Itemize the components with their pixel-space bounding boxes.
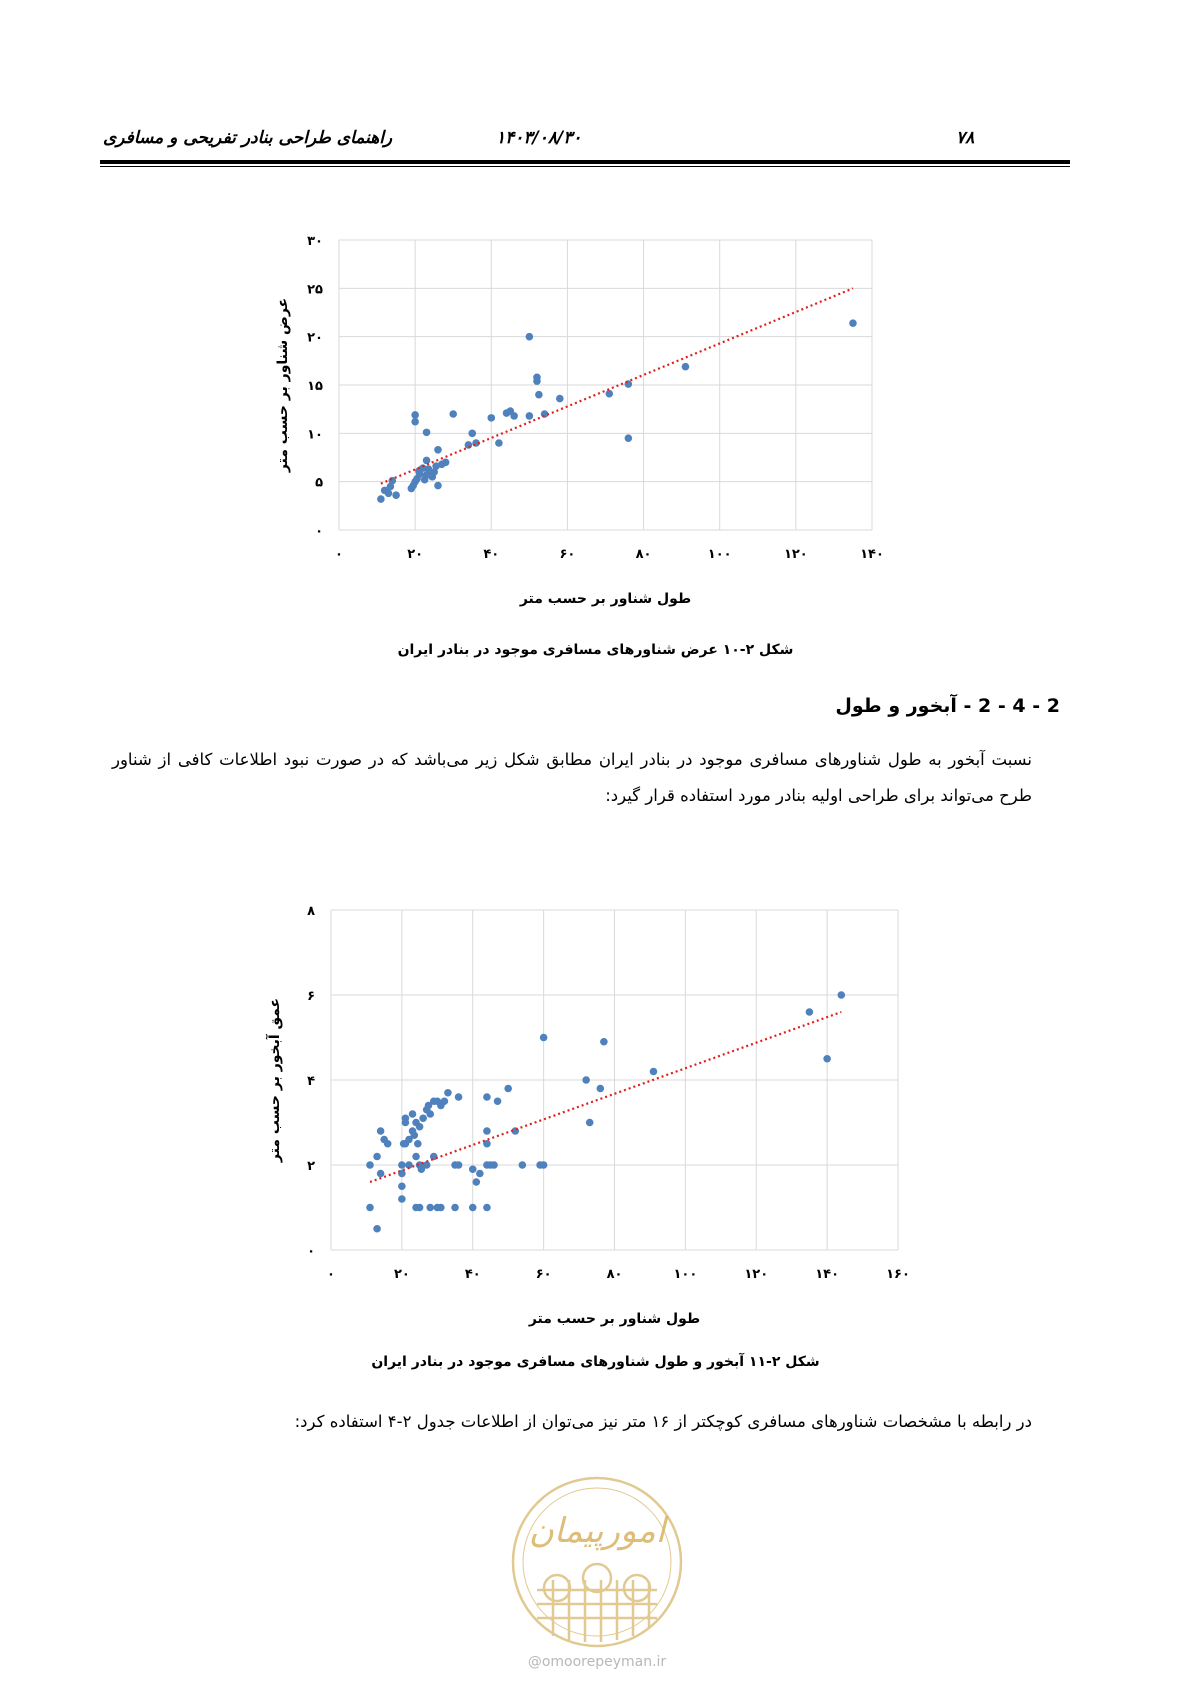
data-point xyxy=(806,1008,814,1016)
data-point xyxy=(625,434,633,442)
y-tick-label: ۱۰ xyxy=(307,427,323,443)
x-tick-label: ۲۰ xyxy=(393,1267,410,1282)
data-point xyxy=(398,1182,406,1190)
data-point xyxy=(600,1038,608,1046)
x-tick-label: ۱۰۰ xyxy=(707,547,732,562)
data-point xyxy=(412,1153,420,1161)
data-point xyxy=(384,1140,392,1148)
data-point xyxy=(468,430,476,438)
data-point xyxy=(385,489,393,497)
data-point xyxy=(849,319,857,327)
data-point xyxy=(682,363,690,371)
data-point xyxy=(444,1089,452,1097)
y-tick-label: ۲۵ xyxy=(307,282,323,298)
data-point xyxy=(483,1204,491,1212)
data-point xyxy=(366,1204,374,1212)
x-tick-label: ۸۰ xyxy=(606,1267,623,1282)
y-tick-label: ۰ xyxy=(315,524,323,539)
data-point xyxy=(426,1204,434,1212)
figure2-caption: شکل ۲-۱۱ آبخور و طول شناورهای مسافری موجود در بنادر ایران xyxy=(371,1354,820,1370)
data-point xyxy=(377,1127,385,1135)
data-point xyxy=(437,1204,445,1212)
data-point xyxy=(540,1034,548,1042)
data-point xyxy=(377,495,385,503)
figure1-caption: شکل ۲-۱۰ عرض شناورهای مسافری موجود در بنادر ایران xyxy=(397,642,794,658)
header-date: ۱۴۰۳/۰۸/۳۰ xyxy=(496,128,582,148)
data-point xyxy=(606,390,614,398)
trend-line xyxy=(370,1012,841,1182)
y-tick-label: ۲۰ xyxy=(307,330,323,346)
x-tick-label: ۱۲۰ xyxy=(744,1267,769,1282)
y-tick-label: ۳۰ xyxy=(307,234,323,249)
y-tick-label: ۵ xyxy=(315,475,323,491)
data-point xyxy=(582,1076,590,1084)
data-point xyxy=(366,1161,374,1169)
data-point xyxy=(423,429,431,437)
data-point xyxy=(476,1170,484,1178)
y-tick-label: ۱۵ xyxy=(307,379,323,394)
watermark-logo-text: امورپیمان xyxy=(528,1511,666,1551)
data-point xyxy=(416,1123,424,1131)
y-axis-title: عرض شناور بر حسب متر xyxy=(275,297,291,473)
data-point xyxy=(487,414,495,422)
data-point xyxy=(490,1161,498,1169)
data-point xyxy=(526,412,534,420)
data-point xyxy=(414,1140,422,1148)
data-point xyxy=(526,333,534,341)
x-tick-label: ۰ xyxy=(327,1267,335,1282)
data-point xyxy=(434,446,442,454)
trend-line xyxy=(381,288,853,483)
data-point xyxy=(398,1195,406,1203)
data-point xyxy=(392,491,400,499)
data-point xyxy=(410,1131,418,1139)
paragraph-draft-length: نسبت آبخور به طول شناورهای مسافری موجود در بنادر ایران مطابق شکل زیر می‌باشد که در صورت نبود اطلاعات کافی از شناور طرح می‌تواند برای طراحی اولیه بنادر مورد استفاده قرار گیرد: xyxy=(112,750,1032,805)
data-point xyxy=(504,1085,512,1093)
data-point xyxy=(377,1170,385,1178)
draft-vs-length-chart xyxy=(0,890,1191,1327)
data-point xyxy=(411,418,419,426)
y-axis-title: عمق آبخور بر حسب متر xyxy=(267,997,283,1163)
data-point xyxy=(483,1127,491,1135)
data-point xyxy=(469,1165,477,1173)
y-tick-label: ۴ xyxy=(307,1074,315,1089)
width-vs-length-chart xyxy=(0,210,1191,610)
page-number: ۷۸ xyxy=(956,128,975,148)
data-point xyxy=(449,410,457,418)
x-tick-label: ۰ xyxy=(335,547,343,562)
x-tick-label: ۶۰ xyxy=(535,1267,552,1282)
watermark-logo xyxy=(497,1470,697,1674)
data-point xyxy=(416,1204,424,1212)
data-point xyxy=(535,391,543,399)
data-point xyxy=(556,395,564,403)
data-point xyxy=(455,1093,463,1101)
data-point xyxy=(434,482,442,490)
data-point xyxy=(495,439,503,447)
data-point xyxy=(373,1225,381,1233)
data-point xyxy=(455,1161,463,1169)
x-tick-label: ۱۰۰ xyxy=(673,1267,698,1282)
data-point xyxy=(441,1097,449,1105)
y-tick-label: ۲ xyxy=(307,1159,315,1174)
x-tick-label: ۴۰ xyxy=(483,547,500,562)
data-point xyxy=(586,1119,594,1127)
data-point xyxy=(650,1068,658,1076)
x-tick-label: ۱۲۰ xyxy=(783,547,808,562)
data-point xyxy=(533,373,541,381)
data-point xyxy=(472,1178,480,1186)
data-point xyxy=(398,1161,406,1169)
data-point xyxy=(409,1110,417,1118)
watermark-handle: @omoorepeyman.ir xyxy=(527,1654,667,1670)
x-tick-label: ۲۰ xyxy=(407,547,424,562)
y-tick-label: ۶ xyxy=(307,989,315,1004)
data-point xyxy=(838,991,846,999)
data-point xyxy=(510,412,518,420)
x-tick-label: ۱۴۰ xyxy=(815,1267,840,1282)
data-point xyxy=(451,1204,459,1212)
data-point xyxy=(373,1153,381,1161)
header-rule-thin xyxy=(100,166,1070,167)
x-tick-label: ۸۰ xyxy=(635,547,652,562)
section-heading: 2 - 4 - 2 - آبخور و طول xyxy=(835,695,1060,717)
x-axis-title: طول شناور بر حسب متر xyxy=(528,1311,701,1327)
data-point xyxy=(465,441,473,449)
data-point xyxy=(540,1161,548,1169)
data-point xyxy=(597,1085,605,1093)
x-tick-label: ۶۰ xyxy=(559,547,576,562)
data-point xyxy=(419,1114,427,1122)
x-tick-label: ۱۴۰ xyxy=(860,547,884,562)
header-rule xyxy=(100,160,1070,164)
x-tick-label: ۱۶۰ xyxy=(886,1267,910,1282)
data-point xyxy=(426,1110,434,1118)
data-point xyxy=(402,1114,410,1122)
header-title: راهنمای طراحی بنادر تفریحی و مسافری xyxy=(103,128,393,148)
data-point xyxy=(519,1161,527,1169)
y-tick-label: ۸ xyxy=(307,904,315,919)
data-point xyxy=(494,1097,502,1105)
data-point xyxy=(423,457,431,465)
data-point xyxy=(823,1055,831,1063)
data-point xyxy=(483,1093,491,1101)
data-point xyxy=(469,1204,477,1212)
x-axis-title: طول شناور بر حسب متر xyxy=(519,591,692,607)
paragraph-small-vessels: در رابطه با مشخصات شناورهای مسافری کوچکتر از ۱۶ متر نیز می‌توان از اطلاعات جدول ۲-۴ استفاده کرد: xyxy=(294,1412,1032,1431)
data-point xyxy=(442,459,450,467)
data-point xyxy=(411,411,419,419)
y-tick-label: ۰ xyxy=(307,1244,315,1259)
x-tick-label: ۴۰ xyxy=(464,1267,481,1282)
